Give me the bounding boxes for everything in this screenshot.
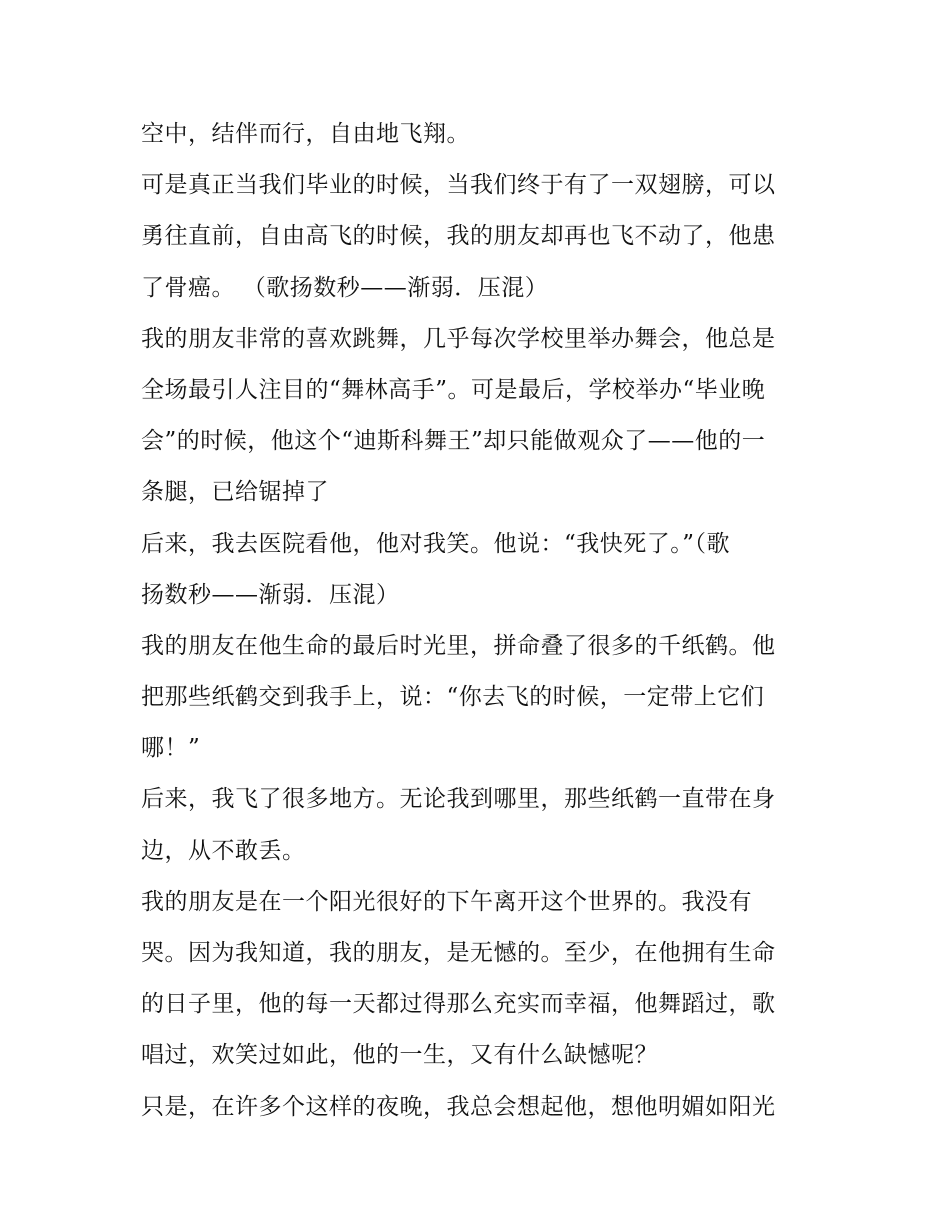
text-line: 可是真正当我们毕业的时候，当我们终于有了一双翅膀，可以 (141, 172, 776, 199)
text-line: 全场最引人注目的“舞林高手”。可是最后，学校举办“毕业晚 (141, 376, 766, 403)
text-line: 了骨癌。 （歌扬数秒——渐弱．压混） (141, 274, 549, 301)
text-line: 后来，我飞了很多地方。无论我到哪里，那些纸鹤一直带在身 (141, 786, 776, 813)
text-line: 边，从不敢丢。 (141, 837, 306, 864)
text-line: 的日子里，他的每一天都过得那么充实而幸福，他舞蹈过，歌 (141, 991, 776, 1018)
text-line: 哪！” (141, 735, 201, 762)
text-line: 哭。因为我知道，我的朋友，是无憾的。至少，在他拥有生命 (141, 940, 776, 966)
text-line: 条腿，已给锯掉了 (141, 479, 329, 506)
text-line: 会”的时候，他这个“迪斯科舞王”却只能做观众了——他的一 (141, 428, 766, 455)
text-line: 把那些纸鹤交到我手上，说：“你去飞的时候，一定带上它们 (141, 684, 765, 711)
text-line: 我的朋友在他生命的最后时光里，拼命叠了很多的千纸鹤。他 (141, 632, 776, 659)
text-line: 空中，结伴而行，自由地飞翔。 (141, 121, 470, 147)
document-body (141, 109, 813, 1133)
text-line: 唱过，欢笑过如此，他的一生，又有什么缺憾呢？ (141, 1042, 658, 1069)
text-line: 扬数秒——渐弱．压混） (141, 581, 400, 608)
text-line: 只是，在许多个这样的夜晚，我总会想起他，想他明媚如阳光 (141, 1093, 776, 1120)
text-line: 后来，我去医院看他，他对我笑。他说：“我快死了。”（歌 (141, 530, 731, 557)
text-line: 我的朋友非常的喜欢跳舞，几乎每次学校里举办舞会，他总是 (141, 325, 776, 352)
text-line: 我的朋友是在一个阳光很好的下午离开这个世界的。我没有 (141, 888, 752, 915)
text-line: 勇往直前，自由高飞的时候，我的朋友却再也飞不动了，他患 (141, 223, 776, 250)
